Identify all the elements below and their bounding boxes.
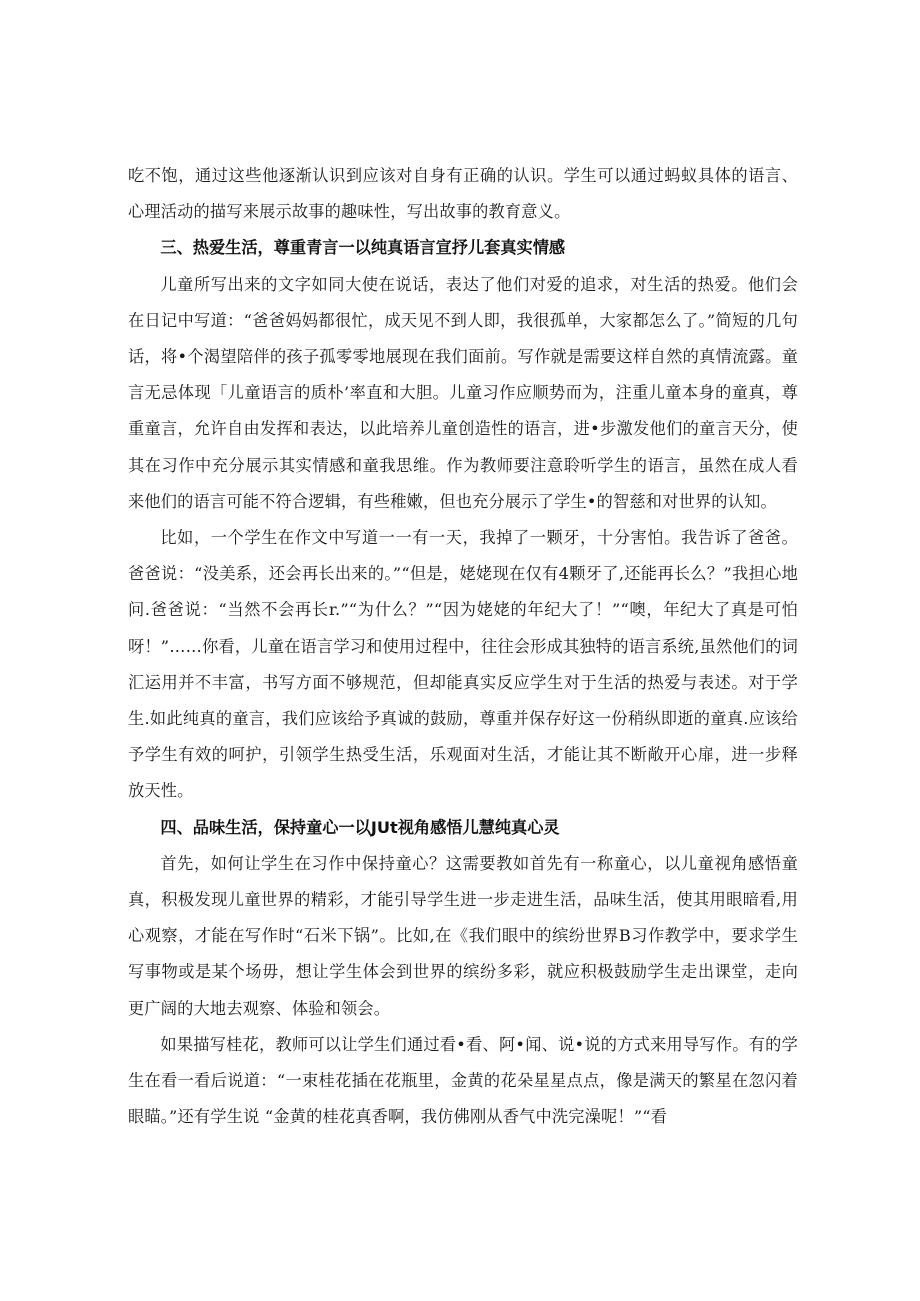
document-body <box>128 158 798 1135</box>
paragraph-keep-childlike-heart: 首先，如何让学生在习作中保持童心？这需要教如首先有一称童心，以儿童视角感悟童真，积极发现儿童世界的精彩，才能引导学生进一步走进生活，品味生活，使其用眼暗看,用心观察，才能在写作时“石米下锅”。比如,在《我们眼中的缤纷世界B习作教学中，要求学生写事物或是某个场毋，想让学生体会到世界的缤纷多彩，就应积极鼓励学生走出课堂，走向更广阔的大地去观察、体验和领会。 <box>128 853 798 1018</box>
section-heading-3: 三、热爱生活，尊重青言一以纯真语言宣抒儿套真实情感 <box>160 238 566 258</box>
paragraph-example-tooth: 比如，一个学生在作文中写道一一有一天，我掉了一颗牙，十分害怕。我告诉了爸爸。爸爸说：“没美系，还会再长出来的。”“但是，姥姥现在仅有4颗牙了,还能再长么？”我担心地问.爸爸说：“当然不会再长r.”“为什么？”“因为姥姥的年纪大了！”“噢，年纪大了真是可怕呀！”……你看，儿童在语言学习和使用过程中，往往会形成其独特的语言系统,虽然他们的词汇运用并不丰富，书写方面不够规范，但却能真实反应学生对于生活的热爱与表述。对于学生.如此纯真的童言，我们应该给予真诚的鼓励，尊重并保存好这一份稍纵即逝的童真.应该给予学生有效的呵护，引领学生热受生活，乐观面对生活，才能让其不断敞开心扉，进一步释放天性。 <box>128 528 798 801</box>
section-heading-4: 四、品味生活，保持童心一以JUt视角感悟儿慧纯真心灵 <box>160 817 560 837</box>
paragraph-osmanthus-example: 如果描写桂花，教师可以让学生们通过看•看、阿•闻、说•说的方式来用导写作。有的学生在看一看后说道：“一束桂花插在花瓶里，金黄的花朵星星点点，像是满天的繁星在忽闪着眼瞄。”还有学生说 “金黄的桂花真香啊，我仿佛刚从香气中洗完澡呢！”“看 <box>128 1034 798 1127</box>
paragraph-continuation: 吃不饱，通过这些他逐渐认识到应该对自身有正确的认识。学生可以通过蚂蚁具体的语言、心理活动的描写来展示故事的趣味性，写出故事的教育意义。 <box>128 166 798 222</box>
paragraph-children-writing: 儿童所写出来的文字如同大使在说话，表达了他们对爱的追求，对生活的热爱。他们会在日记中写道：“爸爸妈妈都很忙，成天见不到人即，我很孤单，大家都怎么了。”简短的几句话，将•个渴望陪伴的孩子孤零零地展现在我们面前。写作就是需要这样自然的真情流露。童言无忌体现「儿童语言的质朴’率直和大胆。儿童习作应顺势而为，注重儿童本身的童真，尊重童言，允许自由发挥和表达，以此培养儿童创造性的语言，进•步激发他们的童言天分，使其在习作中充分展示其实情感和童我思维。作为教师要注意聆听学生的语言，虽然在成人看来他们的语言可能不符合逻辑，有些稚嫩，但也充分展示了学生•的智慈和对世界的认知。 <box>128 274 798 511</box>
